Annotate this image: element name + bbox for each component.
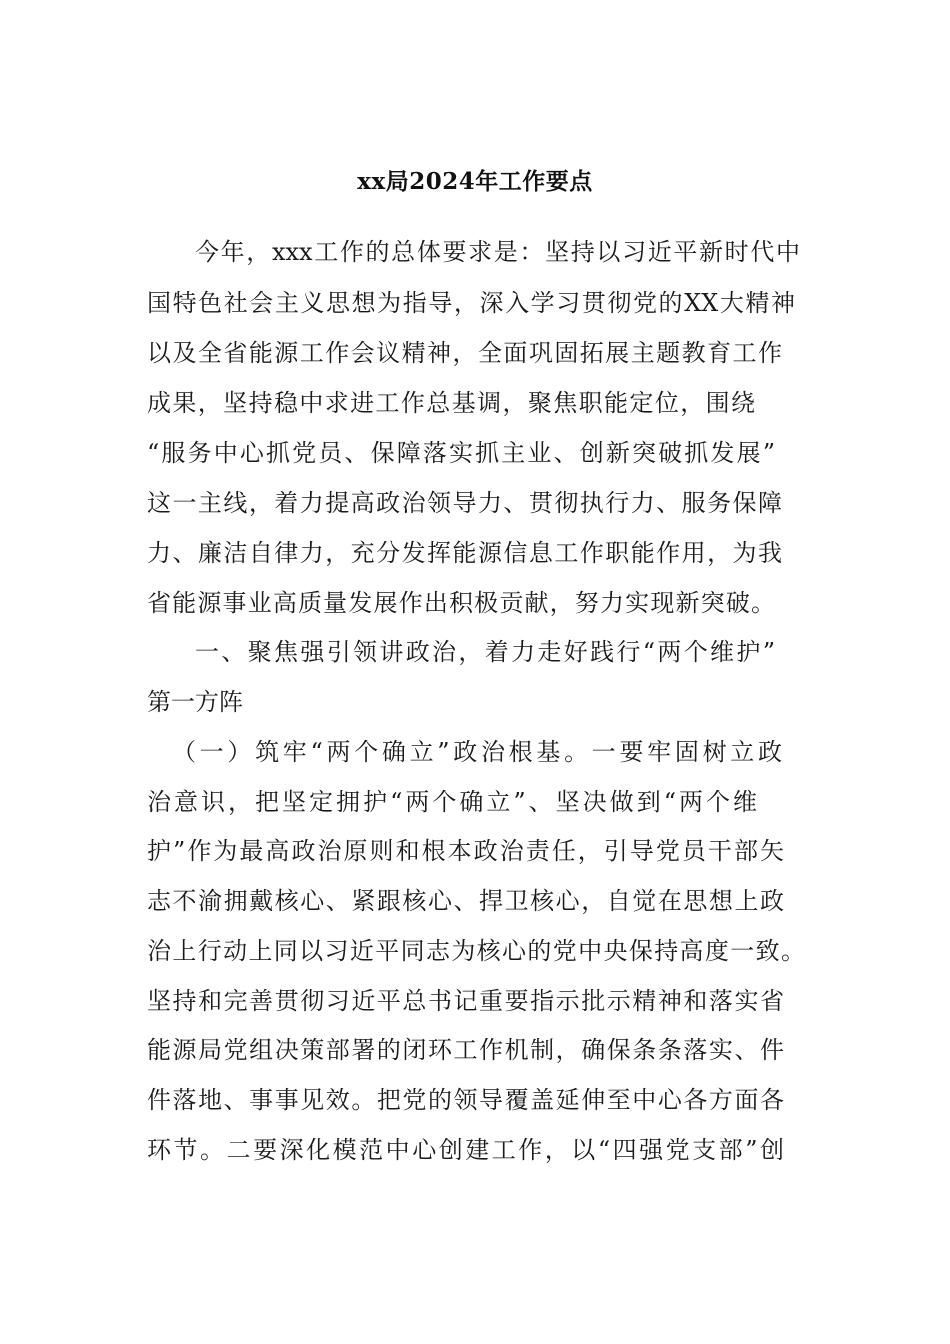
paragraph-line: “服务中心抓党员、保障落实抓主业、创新突破抓发展” [147,439,775,467]
paragraph-line: （一）筑牢“两个确立”政治根基。一要牢固树立政 [172,738,782,766]
paragraph-line: 成果，坚持稳中求进工作总基调，聚焦职能定位，围绕 [147,389,755,417]
paragraph-line: 治上行动上同以习近平同志为核心的党中央保持高度一致。 [147,937,805,965]
paragraph-line: 件落地、事事见效。把党的领导覆盖延伸至中心各方面各 [147,1086,784,1114]
paragraph-line: 治意识，把坚定拥护“两个确立”、坚决做到“两个维 [147,788,757,816]
section-heading-line: 一、聚焦强引领讲政治，着力走好践行“两个维护” [195,638,775,666]
paragraph-line: 护”作为最高政治原则和根本政治责任，引导党员干部矢 [147,837,784,865]
paragraph-line: 国特色社会主义思想为指导，深入学习贯彻党的XX大精神 [147,289,795,317]
paragraph-line: 力、廉洁自律力，充分发挥能源信息工作职能作用，为我 [147,539,782,567]
paragraph-line: 能源局党组决策部署的闭环工作机制，确保条条落实、件 [147,1036,784,1064]
paragraph-line: 这一主线，着力提高政治领导力、贯彻执行力、服务保障 [147,489,782,517]
paragraph-line: 省能源事业高质量发展作出积极贡献，努力实现新突破。 [147,589,775,617]
paragraph-line: 坚持和完善贯彻习近平总书记重要指示批示精神和落实省 [147,987,784,1015]
document-title: xx局2024年工作要点 [357,168,593,195]
paragraph-line: 以及全省能源工作会议精神，全面巩固拓展主题教育工作 [147,339,782,367]
section-heading-line: 第一方阵 [147,688,243,716]
paragraph-line: 环节。二要深化模范中心创建工作，以“四强党支部”创 [147,1136,784,1164]
paragraph-line: 今年，xxx工作的总体要求是：坚持以习近平新时代中 [195,238,800,266]
paragraph-line: 志不渝拥戴核心、紧跟核心、捍卫核心，自觉在思想上政 [147,887,784,915]
